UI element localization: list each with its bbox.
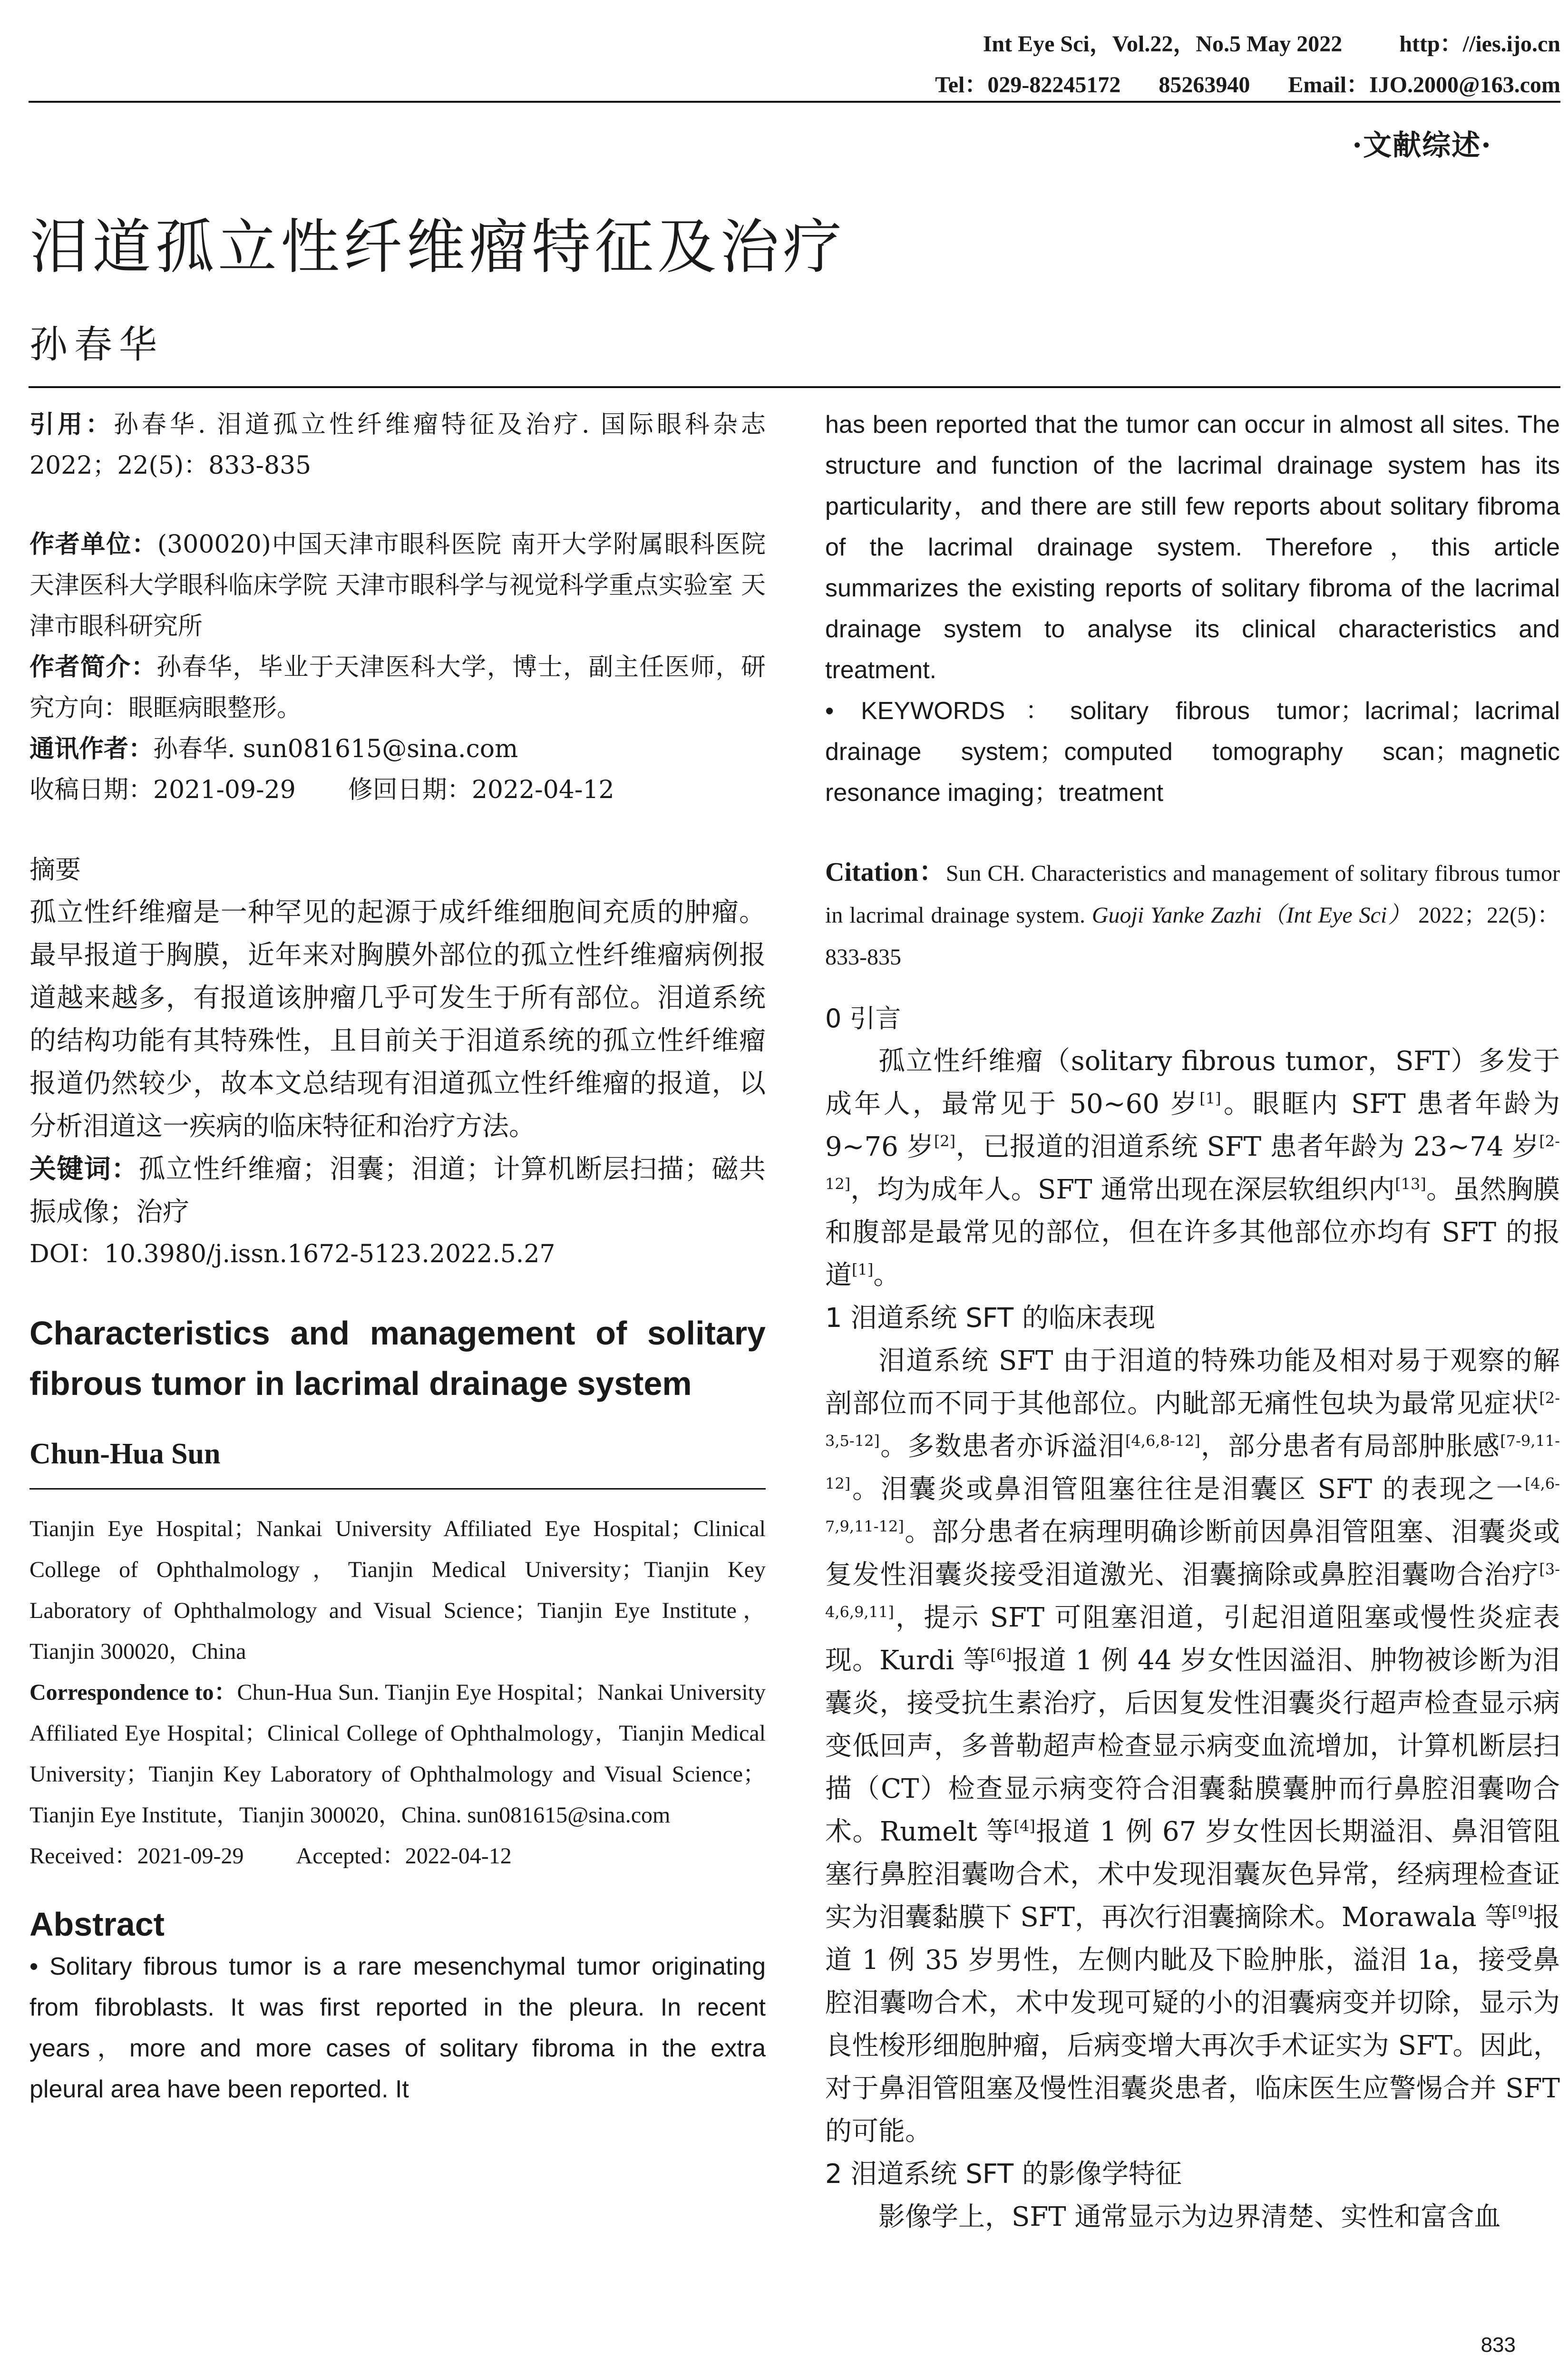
author-bio: 作者简介：孙春华，毕业于天津医科大学，博士，副主任医师，研究方向：眼眶病眼整形。 <box>29 653 766 722</box>
journal-tel2: 85263940 <box>1159 72 1250 97</box>
section-1-paragraph: 泪道系统 SFT 由于泪道的特殊功能及相对易于观察的解剖部位而不同于其他部位。内眦部无痛性包块为最常见症状[2-3,5-12]。多数患者亦诉溢泪[4,6,8-12]，部分患者有局部肿胀感[7-9,11-12]。泪囊炎或鼻泪管阻塞往往是泪囊区 SFT 的表现之一[4,6-7,9,11-12]。部分患者在病理明确诊断前因鼻泪管阻塞、泪囊炎或复发性泪囊炎接受泪道激光、泪囊摘除或鼻腔泪囊吻合治疗[3-4,6,9,11]，提示 SFT 可阻塞泪道，引起泪道阻塞或慢性炎症表现。Kurdi 等[6]报道 1 例 44 岁女性因溢泪、肿物被诊断为泪囊炎，接受抗生素治疗，后因复发性泪囊炎行超声检查显示病变低回声，多普勒超声检查显示病变血流增加，计算机断层扫描（CT）检查显示病变符合泪囊黏膜囊肿而行鼻腔泪囊吻合术。Rumelt 等[4]报道 1 例 67 岁女性因长期溢泪、鼻泪管阻塞行鼻腔泪囊吻合术，术中发现泪囊灰色异常，经病理检查证实为泪囊黏膜下 SFT，再次行泪囊摘除术。Morawala 等[9]报道 1 例 35 岁男性，左侧内眦及下睑肿胀，溢泪 1a，接受鼻腔泪囊吻合术，术中发现可疑的小的泪囊病变并切除，显示为良性梭形细胞肿瘤，后病变增大再次手术证实为 SFT。因此，对于鼻泪管阻塞及慢性泪囊炎患者，临床医生应警惕合并 SFT 的可能。 <box>825 1345 1560 2147</box>
english-author: Chun-Hua Sun <box>29 1438 221 1470</box>
section-0-paragraph: 孤立性纤维瘤（solitary fibrous tumor，SFT）多发于成年人，最常见于 50~60 岁[1]。眼眶内 SFT 患者年龄为 9~76 岁[2]，已报道的泪道系统 SFT 患者年龄为 23~74 岁[2-12]，均为成年人。SFT 通常出现在深层软组织内[13]。虽然胸膜和腹部是最常见的部位，但在许多其他部位亦均有 SFT 的报道[1]。 <box>825 1046 1560 1291</box>
section-2-paragraph: 影像学上，SFT 通常显示为边界清楚、实性和富含血 <box>878 2202 1501 2232</box>
english-title: Characteristics and management of solitary fibrous tumor in lacrimal drainage system <box>29 1315 766 1402</box>
title-rule <box>29 386 1560 388</box>
citation-cn: 引用：孙春华. 泪道孤立性纤维瘤特征及治疗. 国际眼科杂志 2022；22(5)：833-835 <box>29 410 766 480</box>
abstract-text-en-part2: has been reported that the tumor can occur in almost all sites. The structure and function of the lacrimal drainage system has its particularity，and there are still few reports about solitary fibroma of the lacrimal drainage system. Therefore，this article summarizes the existing reports of solitary fibroma of the lacrimal drainage system to analyse its clinical characteristics and treatment. <box>825 411 1560 684</box>
citation-en: Citation：Sun CH. Characteristics and management of solitary fibrous tumor in lacrimal drainage system. Guoji Yanke Zazhi（Int Eye Sci） 2022；22(5)：833-835 <box>825 857 1560 970</box>
abstract-text-en-part1: • Solitary fibrous tumor is a rare mesenchymal tumor originating from fibroblasts. It was first reported in the pleura. In recent years，more and more cases of solitary fibroma in the extra pleural area have been reported. It <box>29 1953 766 2103</box>
section-2-heading: 2 泪道系统 SFT 的影像学特征 <box>825 2159 1182 2190</box>
abstract-text-cn: 孤立性纤维瘤是一种罕见的起源于成纤维细胞间充质的肿瘤。最早报道于胸膜，近年来对胸膜外部位的孤立性纤维瘤病例报道越来越多，有报道该肿瘤几乎可发生于所有部位。泪道系统的结构功能有其特殊性，且目前关于泪道系统的孤立性纤维瘤报道仍然较少，故本文总结现有泪道孤立性纤维瘤的报道，以分析泪道这一疾病的临床特征和治疗方法。 <box>29 897 766 1142</box>
section-tag: ·文献综述· <box>1352 129 1492 162</box>
section-1-heading: 1 泪道系统 SFT 的临床表现 <box>825 1303 1156 1334</box>
article-author: 孙春华 <box>29 322 164 367</box>
affiliation-rule <box>29 1488 766 1490</box>
dates-cn: 收稿日期：2021-09-29 修回日期：2022-04-12 <box>29 776 614 804</box>
journal-tel: Tel：029-82245172 <box>935 72 1121 97</box>
keywords-en: • KEYWORDS：solitary fibrous tumor；lacrimal；lacrimal drainage system；computed tomography scan；magnetic resonance imaging；treatment <box>825 697 1560 807</box>
journal-email[interactable]: Email：IJO.2000@163.com <box>1288 72 1560 97</box>
article-title: 泪道孤立性纤维瘤特征及治疗 <box>29 213 846 282</box>
english-affiliation: Tianjin Eye Hospital；Nankai University Affiliated Eye Hospital；Clinical College of Ophthalmology，Tianjin Medical University；Tianjin Key Laboratory of Ophthalmology and Visual Science；Tianjin Eye Institute，Tianjin 300020，China <box>29 1516 766 1664</box>
doi[interactable]: DOI：10.3980/j.issn.1672-5123.2022.5.27 <box>29 1240 555 1268</box>
corresponding-author: 通讯作者：孙春华. sun081615@sina.com <box>29 735 518 763</box>
header-rule <box>29 101 1560 103</box>
right-column <box>825 404 1560 2239</box>
affiliation-cn: 作者单位：(300020)中国天津市眼科医院 南开大学附属眼科医院 天津医科大学眼科临床学院 天津市眼科学与视觉科学重点实验室 天津市眼科研究所 <box>29 530 766 641</box>
english-correspondence: Correspondence to：Chun-Hua Sun. Tianjin Eye Hospital；Nankai University Affiliated Eye Hospital；Clinical College of Ophthalmology，Tianjin Medical University；Tianjin Key Laboratory of Ophthalmology and Visual Science；Tianjin Eye Institute，Tianjin 300020，China. sun081615@sina.com <box>29 1680 766 1828</box>
section-0-heading: 0 引言 <box>825 1003 901 1033</box>
keywords-cn: 关键词：孤立性纤维瘤；泪囊；泪道；计算机断层扫描；磁共振成像；治疗 <box>29 1154 766 1227</box>
page-number: 833 <box>1480 2333 1516 2357</box>
left-column <box>29 404 766 2110</box>
abstract-heading-cn: 摘要 <box>29 855 81 885</box>
running-header <box>935 24 1560 106</box>
english-dates: Received：2021-09-29 Accepted：2022-04-12 <box>29 1843 512 1869</box>
journal-url[interactable]: http：//ies.ijo.cn <box>1399 31 1560 57</box>
abstract-heading-en: Abstract <box>29 1906 165 1943</box>
journal-issue: Int Eye Sci，Vol.22，No.5 May 2022 <box>983 31 1343 57</box>
